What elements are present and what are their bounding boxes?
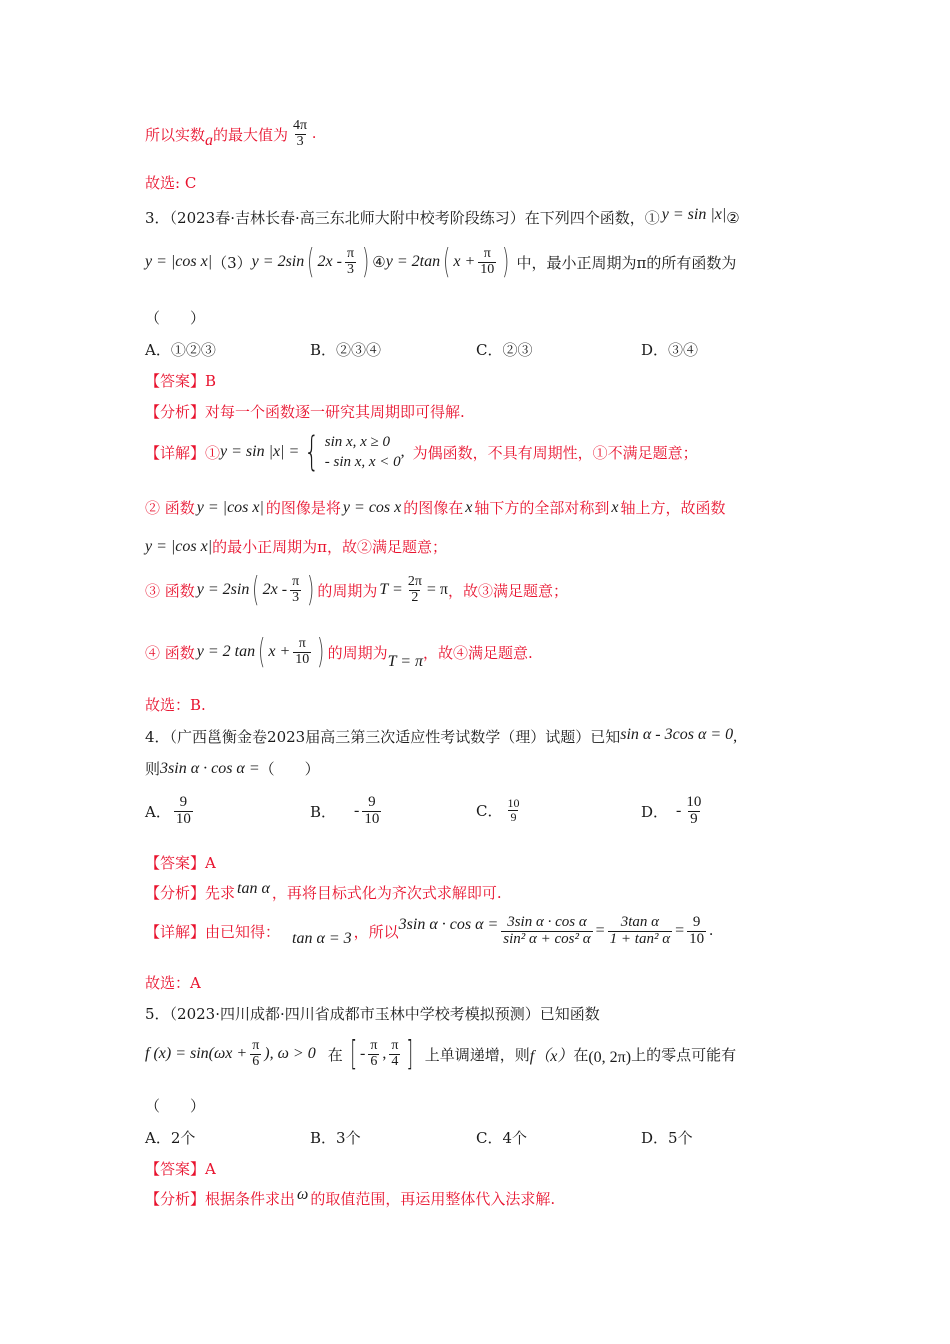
q5-interval: [ - $\frac{\pi}{6}$ , $\frac{\pi}{4}$ ] [350, 1034, 414, 1074]
q5-function: f (x) = sin(ωx + [145, 1045, 248, 1062]
q3-func-1: y = sin |x| [661, 205, 727, 223]
q4-stem-line1: 4．（广西邕衡金卷2023届高三第三次适应性考试数学（理）试题）已知 sin α - 3cos α = 0 , [145, 725, 738, 746]
q4-condition: sin α - 3cos α = 0 [620, 725, 734, 743]
q4-detail: 【详解】由已知得： tan α = 3 ，所以 3sin α · cos α = $\frac{\text{3sin α · cos α}}{\text{sin² α + cos² α}}$ = $\frac{\text{3tan α}}{\text{1 + tan² α}}$ = $\frac{9}{10}$ . [145, 913, 714, 947]
q3-piecewise-func: y = sin |x| = [220, 443, 300, 461]
q4-option-b: B． - $\frac{9}{10}$ [310, 794, 380, 827]
q3-func-4: y = 2tan [385, 253, 441, 270]
q3-option-b: B．②③④ [310, 341, 382, 359]
q3-circ-4: ④ [372, 253, 386, 271]
q3-stem-line1 [145, 207, 740, 228]
q3-blank: （ ） [145, 309, 206, 327]
q4-option-c: C． $\frac{10}{9}$ [476, 796, 520, 824]
q3-detail-4: ④ 函数 y = 2 tan ( x + $\frac{\pi}{10}$ ) 的周期为 T = π ，故④满足题意. [145, 632, 533, 672]
q3-analysis: 【分析】对每一个函数逐一研究其周期即可得解. [145, 403, 465, 421]
q3-paren-3: （3） [212, 253, 252, 272]
q5-option-b: B．3个 [310, 1129, 361, 1147]
q3-detail-1: 【详解】① y = sin |x| = { sin x, x ≥ 0 - sin x, x < 0 , 为偶函数，不具有周期性，①不满足题意； [145, 429, 698, 476]
q5-stem-line1: 5．（2023·四川成都·四川省成都市玉林中学校考模拟预测）已知函数 [145, 1005, 600, 1023]
q5-analysis: 【分析】根据条件求出 ω 的取值范围，再运用整体代入法求解. [145, 1185, 556, 1208]
q3-stem-text: 3．（2023春·吉林长春·高三东北师大附中校考阶段练习）在下列四个函数，① [145, 209, 660, 227]
conclusion-line: 所以实数 a 的最大值为 $\frac{4\pi}{3}$ . [145, 117, 317, 149]
q5-blank: （ ） [145, 1097, 206, 1115]
q3-stem-line2: y = |cos x| （3） y = 2sin ( 2x - $\frac{\pi}{3}$ ) ④ y = 2tan ( x + $\frac{\pi}{10}$ ) 中，最小正周期为π的所有函数为 [145, 242, 737, 282]
q3-func-3: y = 2sin [251, 253, 305, 270]
q5-option-d: D．5个 [641, 1129, 693, 1147]
q3-detail-2b: y = |cos x| 的最小正周期为π，故②满足题意； [145, 537, 447, 556]
q3-func-2: y = |cos x| [145, 253, 213, 270]
q3-circ-2: ② [726, 208, 740, 227]
conclusion-text-2: 的最大值为 [213, 125, 289, 144]
q3-detail-2: ② 函数 y = |cos x| 的图像是将 y = cos x 的图像在 x 轴下方的全部对称到 x 轴上方，故函数 [145, 498, 726, 517]
q4-expression: 3sin α · cos α = [160, 759, 260, 777]
q5-option-c: C．4个 [476, 1129, 528, 1147]
q3-piecewise-cases: { sin x, x ≥ 0 - sin x, x < 0 [304, 429, 401, 476]
answer-choice-prev: 故选: C [145, 174, 197, 192]
q4-final: 故选：A [145, 974, 201, 992]
max-value-fraction: $\frac{4\pi}{3}$ [293, 117, 308, 149]
q3-option-d: D．③④ [641, 341, 699, 359]
q4-answer: 【答案】A [145, 854, 216, 872]
q4-option-a: A． $\frac{9}{10}$ [145, 794, 191, 827]
q3-stem-text-2: 中，最小正周期为π的所有函数为 [516, 253, 737, 272]
q3-detail-3: ③ 函数 y = 2sin ( 2x - $\frac{\pi}{3}$ ) 的周期为 T = $\frac{2\pi}{2}$ = π ，故③满足题意； [145, 570, 569, 610]
conclusion-text: 所以实数 [145, 125, 206, 144]
var-a: a [205, 132, 214, 149]
q5-stem-line2: f (x) = sin(ωx + $\frac{\pi}{6}$ ), ω > 0 在 [ - $\frac{\pi}{6}$ , $\frac{\pi}{4}$ ] 上单调递增，则 f（x） 在 (0, 2π) 上的零点可能有 [145, 1034, 737, 1074]
q4-analysis: 【分析】先求 tan α ，再将目标式化为齐次式求解即可. [145, 879, 502, 902]
q4-option-d: D． - $\frac{10}{9}$ [641, 794, 702, 827]
q3-option-c: C．②③ [476, 341, 533, 359]
q3-option-a: A．①②③ [145, 341, 216, 359]
q4-stem-line2: 则 3sin α · cos α = （ ） [145, 759, 320, 778]
q5-option-a: A．2个 [145, 1129, 196, 1147]
q5-answer: 【答案】A [145, 1160, 216, 1178]
q3-final: 故选：B. [145, 696, 206, 714]
q3-answer: 【答案】B [145, 372, 217, 390]
